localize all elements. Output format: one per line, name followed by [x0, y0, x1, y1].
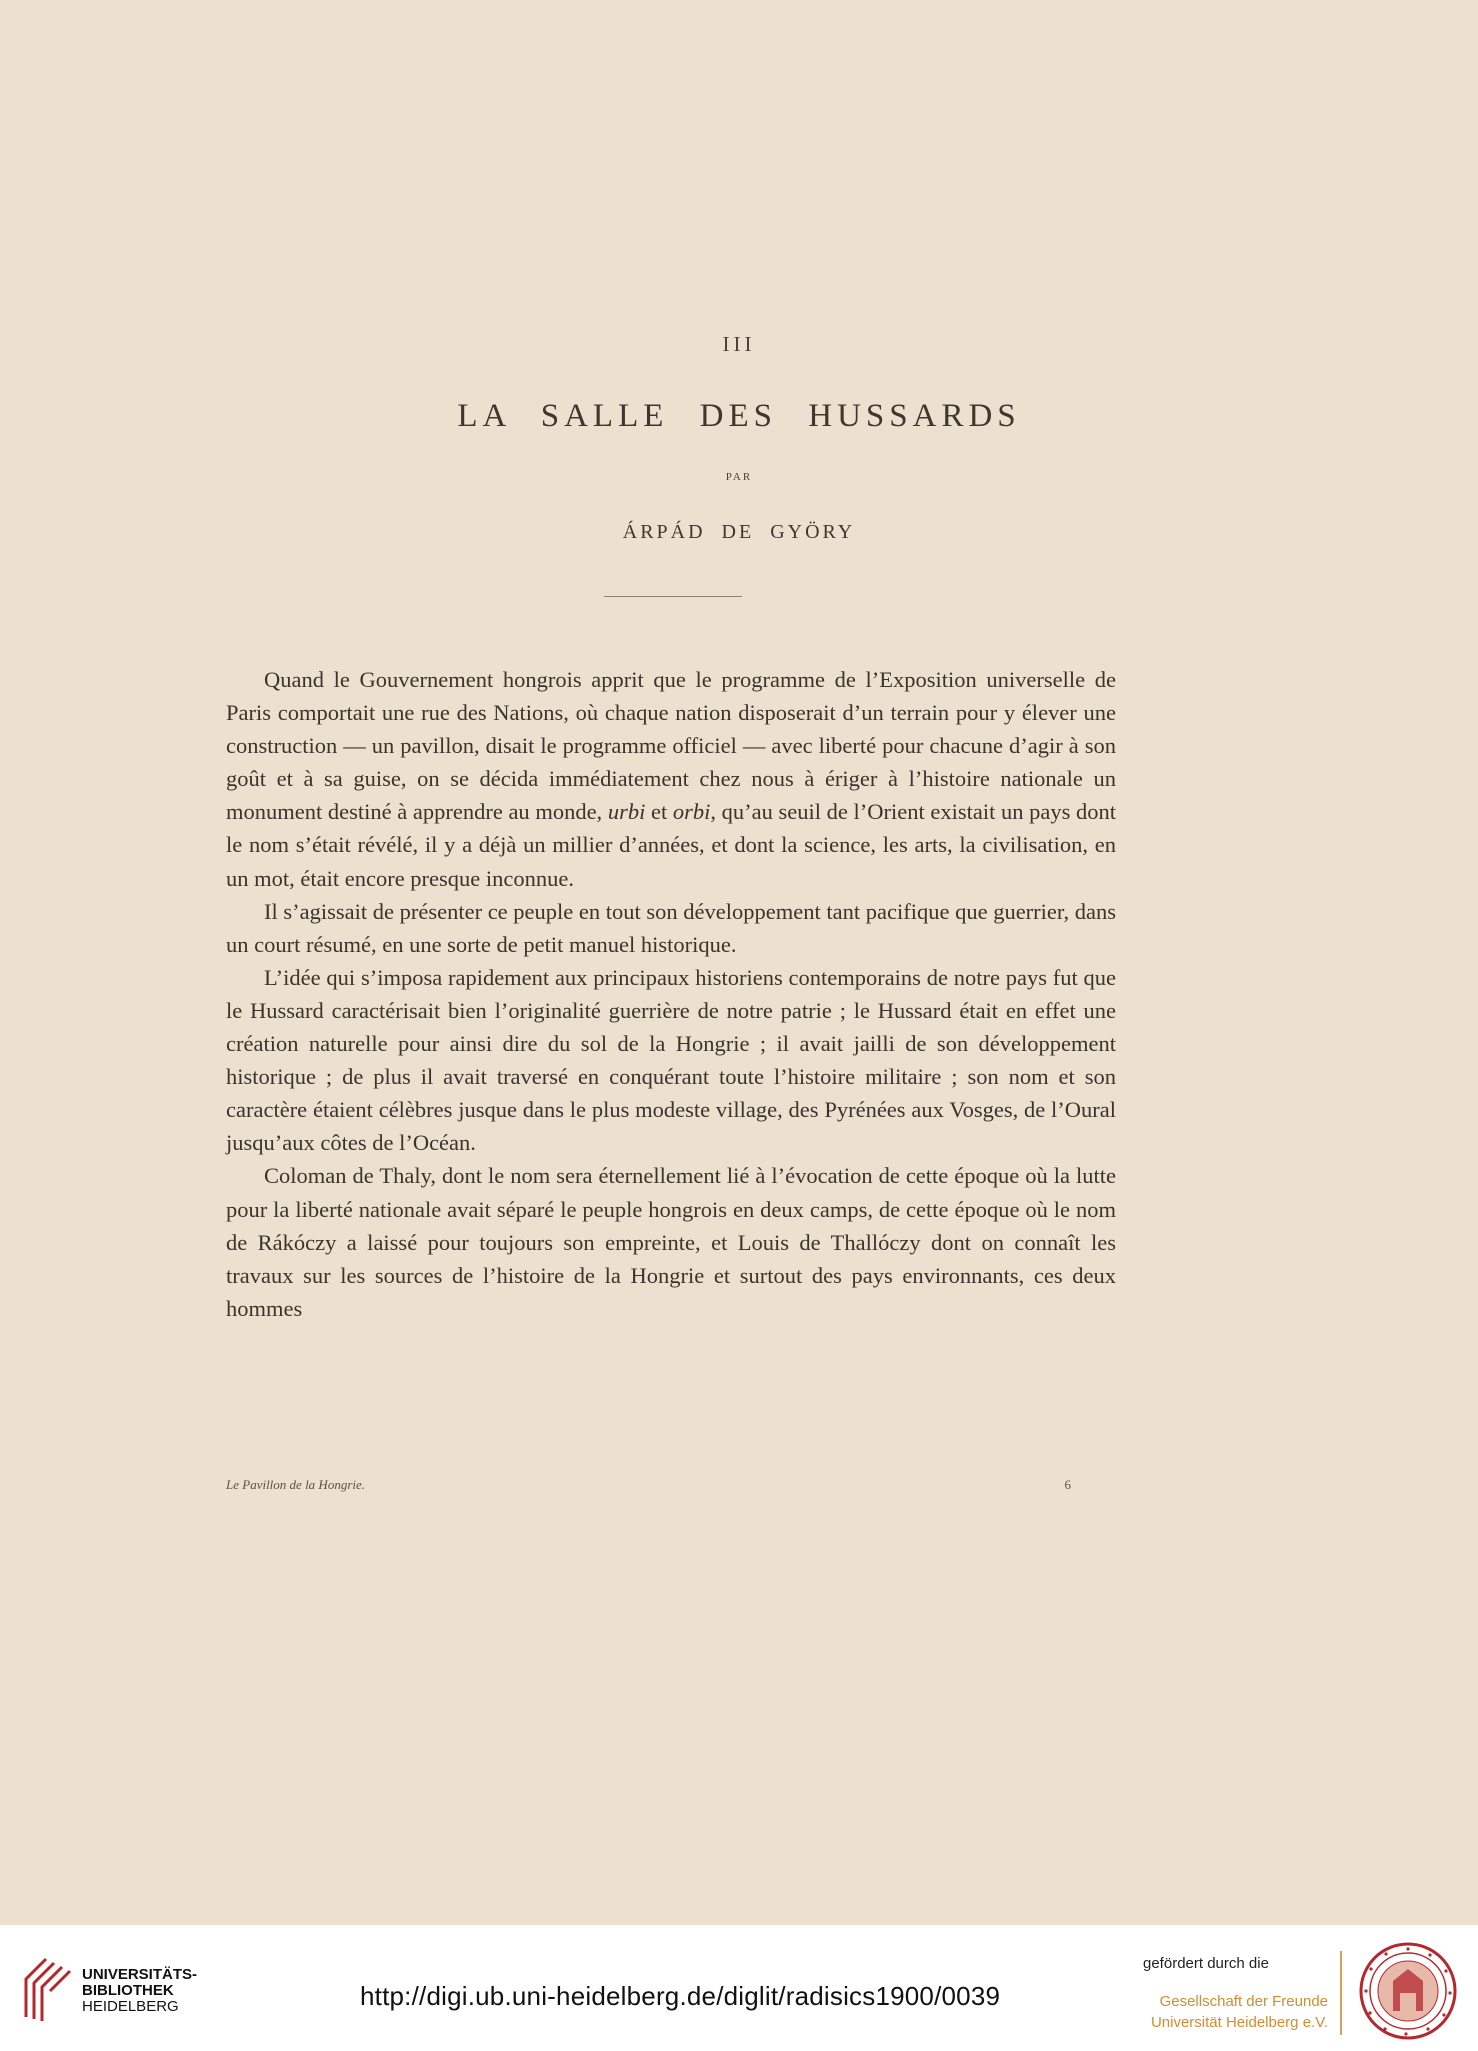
body-text — [226, 663, 1116, 1325]
page-footer — [226, 1477, 1071, 1493]
sponsor-caption: gefördert durch die — [1143, 1955, 1269, 1972]
paragraph-text: Il s’agissait de présenter ce peuple en tout son développement tant pacifique que guerrier, dans un court résumé, en une sorte de petit manuel historique. — [226, 898, 1116, 957]
sponsor-name — [1134, 1991, 1328, 2033]
sponsor-name-line1: Gesellschaft der Freunde — [1159, 1993, 1328, 2010]
author-name: ÁRPÁD DE GYÖRY — [622, 521, 856, 543]
chapter-title: LA SALLE DES HUSSARDS — [457, 398, 1021, 434]
sponsor-name-line2: Universität Heidelberg e.V. — [1150, 2014, 1328, 2031]
library-name-line1: UNIVERSITÄTS- — [82, 1966, 198, 1983]
footer-signature: 6 — [1064, 1477, 1071, 1492]
paragraph-text: L’idée qui s’imposa rapidement aux principaux historiens contemporains de notre pays fut que le Hussard caractérisait bien l’originalité guerrière de notre patrie ; le Hussard était en effet une création naturelle pour ainsi dire du sol de la Hongrie ; il avait jailli de son développement historique ; de plus il avait traversé en conquérant toute l’histoire militaire ; son nom et son caractère étaient célèbres jusque dans le plus modeste village, des Pyrénées aux Vosges, de l’Oural jusqu’aux côtes de l’Océan. — [226, 964, 1116, 1156]
title-rule — [604, 596, 742, 597]
body-paragraph — [226, 1159, 1116, 1324]
ub-heidelberg-logo-icon — [18, 1955, 76, 2023]
italic-word: urbi — [607, 799, 646, 825]
byline-par: PAR — [725, 471, 753, 483]
paragraph-text: Quand le Gouvernement hongrois apprit que le programme de l’Exposition universelle de Paris comportait une rue des Nations, où chaque nation disposerait d’un terrain pour y élever une construction — un pavillon, disait le programme officiel — avec liberté pour chacune d’agir à son goût et à sa guise, on se décida immédiatement chez nous à ériger à l’histoire nationale un monument destiné à apprendre au monde, — [226, 667, 1116, 825]
library-name — [82, 1967, 197, 2015]
sponsor-divider — [1340, 1951, 1342, 2035]
library-name-line2: BIBLIOTHEK — [82, 1982, 174, 1999]
footer-title: Le Pavillon de la Hongrie. — [226, 1477, 366, 1492]
source-url-link[interactable]: http://digi.ub.uni-heidelberg.de/diglit/radisics1900/0039 — [360, 1981, 1001, 2011]
body-paragraph — [226, 961, 1116, 1160]
library-banner — [0, 1925, 1478, 2051]
paragraph-text: , qu’au seuil de l’Orient existait un pays dont le nom s’était révélé, il y a déjà un millier d’années, et dont la science, les arts, la civilisation, en un mot, était encore presque inconnue. — [226, 799, 1116, 891]
body-paragraph — [226, 663, 1116, 895]
italic-word: orbi — [672, 799, 711, 825]
library-name-line3: HEIDELBERG — [82, 1998, 179, 2015]
paragraph-text: Coloman de Thaly, dont le nom sera éternellement lié à l’évocation de cette époque où la lutte pour la liberté nationale avait séparé le peuple hongrois en deux camps, de cette époque où le nom de Rákóczy a laissé pour toujours son empreinte, et Louis de Thallóczy dont on connaît les travaux sur les sources de l’histoire de la Hongrie et surtout des pays environnants, ces deux hommes — [226, 1163, 1116, 1321]
body-paragraph — [226, 895, 1116, 961]
chapter-number: III — [722, 332, 756, 356]
paragraph-text: et — [645, 799, 673, 825]
university-seal-icon — [1358, 1941, 1458, 2041]
